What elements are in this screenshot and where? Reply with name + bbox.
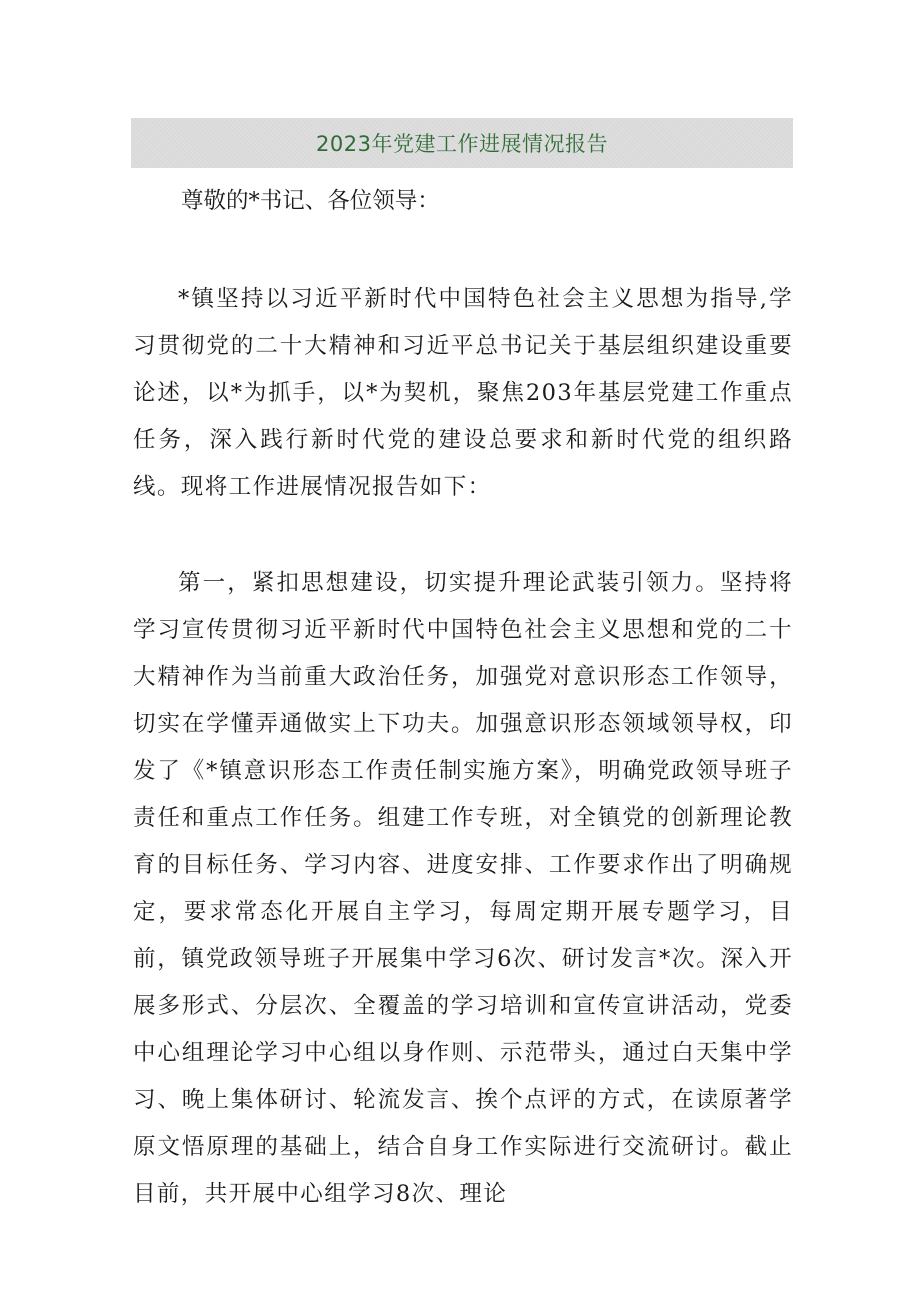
greeting: 尊敬的*书记、各位领导： [181,188,440,214]
paragraph-intro: *镇坚持以习近平新时代中国特色社会主义思想为指导,学习贯彻党的二十大精神和习近平总书记关于基层组织建设重要论述，以*为抓手，以*为契机，聚焦203年基层党建工作重点任务，深入践行新时代党的建设总要求和新时代党的组织路线。现将工作进展情况报告如下： [133,286,793,500]
paragraph-first-point: 第一，紧扣思想建设，切实提升理论武装引领力。坚持将学习宣传贯彻习近平新时代中国特色社会主义思想和党的二十大精神作为当前重大政治任务，加强党对意识形态工作领导，切实在学懂弄通做实上下功夫。加强意识形态领域领导权，印发了《*镇意识形态工作责任制实施方案》，明确党政领导班子责任和重点工作任务。组建工作专班，对全镇党的创新理论教育的目标任务、学习内容、进度安排、工作要求作出了明确规定，要求常态化开展自主学习，每周定期开展专题学习，目前，镇党政领导班子开展集中学习6次、研讨发言*次。深入开展多形式、分层次、全覆盖的学习培训和宣传宣讲活动，党委中心组理论学习中心组以身作则、示范带头，通过白天集中学习、晚上集体研讨、轮流发言、挨个点评的方式，在读原著学原文悟原理的基础上，结合自身工作实际进行交流研讨。截止目前，共开展中心组学习8次、理论 [133,570,793,1207]
title-banner [131,118,793,168]
document-title: 2023年党建工作进展情况报告 [316,132,608,156]
